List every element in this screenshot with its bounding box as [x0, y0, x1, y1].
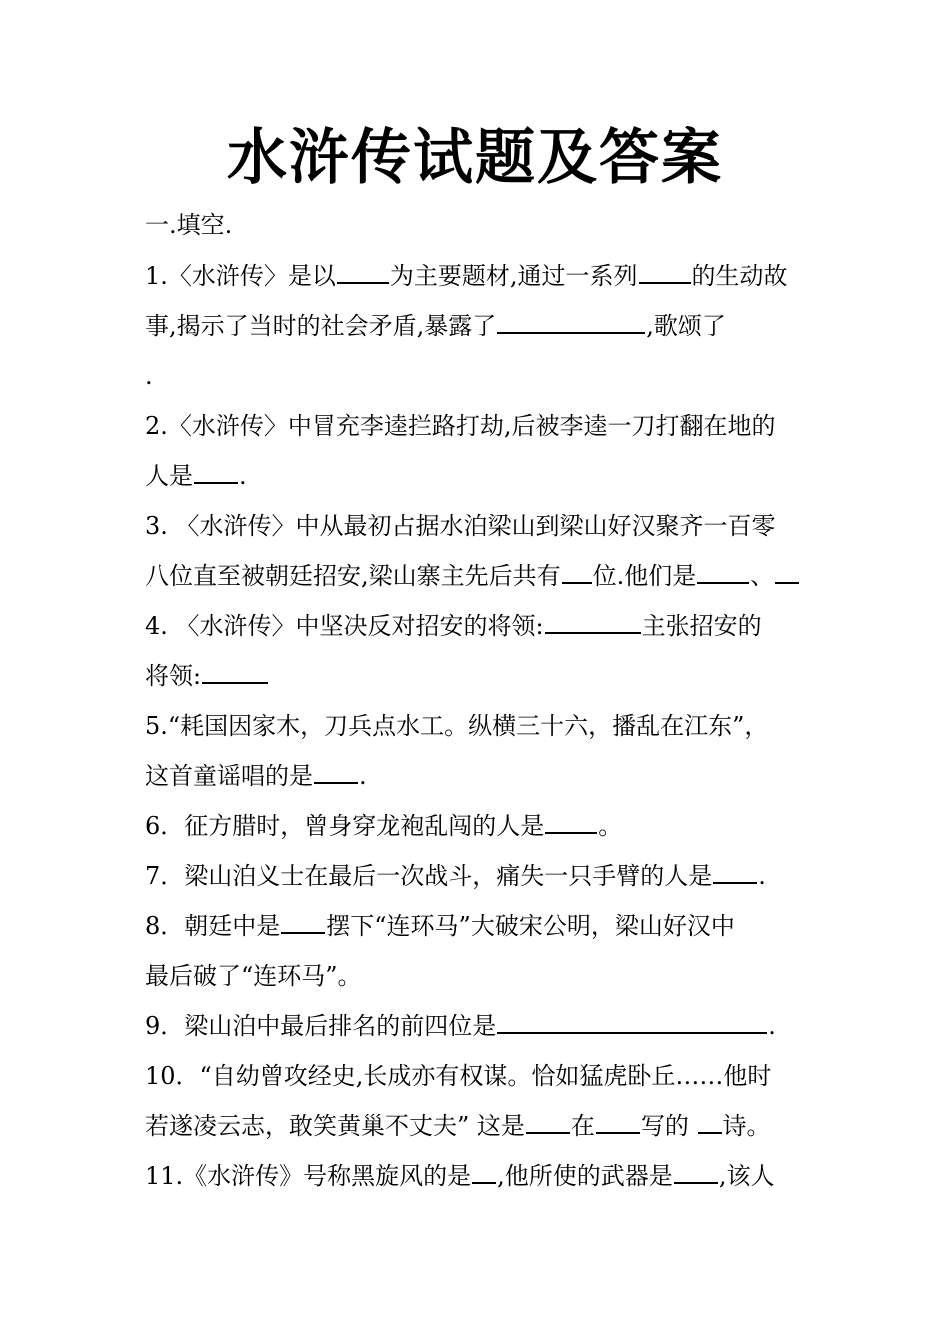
answer-blank: [596, 1110, 640, 1134]
text-segment: ,歌颂了: [646, 312, 726, 340]
text-segment: 将领:: [145, 662, 202, 690]
question-4-line-1: [145, 606, 815, 646]
question-8-line-2: 最后破了“连环马”。: [145, 962, 362, 990]
text-segment: 位.他们是: [592, 562, 697, 590]
answer-blank: [562, 560, 592, 584]
text-segment: 4. 〈水浒传〉中坚决反对招安的将领:: [145, 612, 544, 640]
question-5-line-1: 5.“耗国因家木，刀兵点水工。纵横三十六，播乱在江东”，: [145, 712, 769, 740]
question-1-line-2: [145, 306, 815, 346]
answer-blank: [497, 1010, 767, 1034]
question-3-line-2: [145, 556, 815, 596]
text-segment: .: [758, 862, 766, 890]
question-4-line-2: [145, 656, 815, 696]
text-segment: 为主要题材,通过一系列: [389, 262, 638, 290]
answer-blank: [775, 560, 799, 584]
question-9: [145, 1006, 815, 1046]
text-segment: 。: [598, 812, 623, 840]
text-segment: ,该人: [718, 1162, 775, 1190]
answer-blank: [202, 660, 268, 684]
question-8-line-1: [145, 906, 815, 946]
question-3-line-1: 3. 〈水浒传〉中从最初占据水泊梁山到梁山好汉聚齐一百零: [145, 512, 776, 540]
text-segment: 的生动故: [691, 262, 788, 290]
text-segment: 八位直至被朝廷招安,梁山寨主先后共有: [145, 562, 561, 590]
question-10-line-2: [145, 1106, 815, 1146]
text-segment: 主张招安的: [641, 612, 762, 640]
answer-blank: [697, 560, 749, 584]
answer-blank: [472, 1160, 496, 1184]
text-segment: 1.〈水浒传〉是以: [145, 262, 336, 290]
answer-blank: [639, 260, 691, 284]
answer-blank: [337, 260, 389, 284]
text-segment: 7．梁山泊义士在最后一次战斗，痛失一只手臂的人是: [145, 862, 713, 890]
question-6: [145, 806, 815, 846]
text-segment: ,他所使的武器是: [497, 1162, 673, 1190]
question-5-line-2: [145, 756, 815, 796]
text-segment: 、: [750, 562, 775, 590]
text-segment: 11.《水浒传》号称黑旋风的是: [145, 1162, 472, 1190]
question-2-line-2: [145, 456, 815, 496]
answer-blank: [526, 1110, 570, 1134]
section-heading: 一.填空.: [145, 211, 233, 239]
text-segment: .: [359, 762, 367, 790]
text-segment: .: [768, 1012, 776, 1040]
text-segment: 8．朝廷中是: [145, 912, 281, 940]
answer-blank: [281, 910, 325, 934]
text-segment: 摆下“连环马”大破宋公明，梁山好汉中: [326, 912, 735, 940]
question-10-line-1: 10．“自幼曾攻经史,长成亦有权谋。恰如猛虎卧丘……他时: [145, 1062, 772, 1090]
text-segment: 在: [570, 1112, 595, 1140]
text-segment: 人是: [145, 462, 193, 490]
text-segment: 9．梁山泊中最后排名的前四位是: [145, 1012, 497, 1040]
answer-blank: [713, 860, 757, 884]
text-segment: 诗。: [722, 1112, 771, 1140]
question-1-line-3: .: [145, 362, 153, 390]
text-segment: 写的: [640, 1112, 697, 1140]
answer-blank: [674, 1160, 718, 1184]
answer-blank: [194, 460, 238, 484]
text-segment: 6．征方腊时，曾身穿龙袍乱闯的人是: [145, 812, 545, 840]
question-1-line-1: [145, 256, 815, 296]
answer-blank: [314, 760, 358, 784]
answer-blank: [698, 1110, 722, 1134]
text-segment: 事,揭示了当时的社会矛盾,暴露了: [145, 312, 497, 340]
question-11-line-1: [145, 1156, 815, 1196]
question-7: [145, 856, 815, 896]
answer-blank: [545, 810, 597, 834]
page-title: 水浒传试题及答案: [227, 123, 723, 193]
text-segment: .: [239, 462, 247, 490]
text-segment: 这首童谣唱的是: [145, 762, 313, 790]
answer-blank: [545, 610, 641, 634]
question-2-line-1: 2.〈水浒传〉中冒充李逵拦路打劫,后被李逵一刀打翻在地的: [145, 412, 776, 440]
text-segment: 若遂凌云志，敢笑黄巢不丈夫” 这是: [145, 1112, 525, 1140]
answer-blank: [497, 310, 645, 334]
